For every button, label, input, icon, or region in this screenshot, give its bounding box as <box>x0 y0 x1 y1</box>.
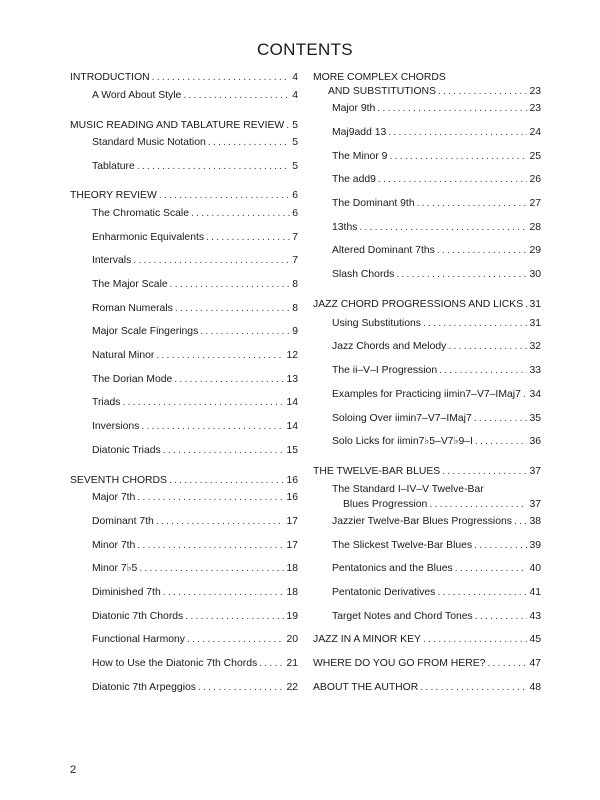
entry-page-number: 18 <box>286 587 298 598</box>
entry-title: Triads <box>92 397 121 408</box>
entry-page-number: 5 <box>292 120 298 131</box>
dot-leader <box>139 562 284 575</box>
entry-page-number: 4 <box>292 72 298 83</box>
entry-page-number: 21 <box>286 658 298 669</box>
entry-title: Using Substitutions <box>332 318 421 329</box>
toc-entry[interactable] <box>332 244 541 257</box>
entry-page-number: 27 <box>529 198 541 209</box>
toc-entry[interactable] <box>92 539 298 552</box>
entry-page-number: 6 <box>292 208 298 219</box>
entry-title: Examples for Practicing iimin7–V7–IMaj7 <box>332 389 521 400</box>
page-title: CONTENTS <box>257 40 353 59</box>
dot-leader <box>423 633 527 646</box>
toc-entry[interactable] <box>313 298 541 311</box>
entry-title: MORE COMPLEX CHORDS <box>313 72 446 83</box>
entry-title: Roman Numerals <box>92 303 173 314</box>
toc-entry[interactable] <box>313 465 541 478</box>
dot-leader <box>183 89 290 102</box>
dot-leader <box>423 317 527 330</box>
toc-entry[interactable] <box>92 89 298 102</box>
dot-leader <box>163 586 285 599</box>
toc-entry[interactable] <box>92 657 298 670</box>
dot-leader <box>191 207 290 220</box>
entry-title: The Minor 9 <box>332 151 388 162</box>
toc-entry[interactable] <box>313 681 541 694</box>
toc-entry[interactable] <box>332 221 541 234</box>
dot-leader <box>442 465 527 478</box>
entry-title: Intervals <box>92 255 132 266</box>
toc-entry[interactable] <box>332 268 541 281</box>
entry-title: JAZZ IN A MINOR KEY <box>313 634 421 645</box>
entry-page-number: 8 <box>292 279 298 290</box>
toc-entry[interactable] <box>332 483 541 496</box>
dot-leader <box>198 681 284 694</box>
page-number: 2 <box>70 764 77 776</box>
dot-leader <box>378 173 528 186</box>
entry-title: SEVENTH CHORDS <box>70 475 167 486</box>
entry-page-number: 48 <box>529 682 541 693</box>
dot-leader <box>420 681 527 694</box>
toc-entry[interactable] <box>313 71 541 84</box>
toc-entry[interactable] <box>92 136 298 149</box>
entry-page-number: 7 <box>292 232 298 243</box>
entry-page-number: 15 <box>286 445 298 456</box>
entry-page-number: 30 <box>529 269 541 280</box>
entry-title: THEORY REVIEW <box>70 190 157 201</box>
entry-page-number: 14 <box>286 397 298 408</box>
entry-title: Target Notes and Chord Tones <box>332 611 473 622</box>
entry-page-number: 25 <box>529 151 541 162</box>
entry-page-number: 35 <box>529 413 541 424</box>
entry-title: The Dominant 9th <box>332 198 415 209</box>
toc-entry[interactable] <box>70 71 298 84</box>
dot-leader <box>474 412 528 425</box>
entry-title: ABOUT THE AUTHOR <box>313 682 419 693</box>
entry-title: Diatonic Triads <box>92 445 161 456</box>
entry-title: Dominant 7th <box>92 516 154 527</box>
dot-leader <box>163 444 285 457</box>
dot-leader <box>170 278 291 291</box>
entry-page-number: 29 <box>529 245 541 256</box>
toc-entry[interactable] <box>332 197 541 210</box>
entry-title: Pentatonic Derivatives <box>332 587 436 598</box>
entry-page-number: 37 <box>529 466 541 477</box>
entry-title: WHERE DO YOU GO FROM HERE? <box>313 658 486 669</box>
toc-entry[interactable] <box>332 539 541 552</box>
toc-entry[interactable] <box>92 562 298 575</box>
toc-entry[interactable] <box>92 586 298 599</box>
entry-title: The Major Scale <box>92 279 168 290</box>
toc-entry[interactable] <box>332 610 541 623</box>
entry-title: Maj9add 13 <box>332 127 387 138</box>
dot-leader <box>487 657 527 670</box>
entry-title: Tablature <box>92 161 135 172</box>
dot-leader <box>455 562 528 575</box>
entry-title: The Chromatic Scale <box>92 208 190 219</box>
toc-entry[interactable] <box>92 420 298 433</box>
entry-page-number: 18 <box>286 563 298 574</box>
toc-entry[interactable] <box>313 657 541 670</box>
entry-page-number: 24 <box>529 127 541 138</box>
toc-entry[interactable] <box>332 102 541 115</box>
entry-title: Standard Music Notation <box>92 137 206 148</box>
entry-page-number: 16 <box>286 492 298 503</box>
toc-entry[interactable] <box>92 207 298 220</box>
dot-leader <box>396 268 527 281</box>
toc-entry[interactable] <box>92 254 298 267</box>
entry-title: Diminished 7th <box>92 587 161 598</box>
entry-page-number: 5 <box>292 161 298 172</box>
entry-page-number: 14 <box>286 421 298 432</box>
toc-entry[interactable] <box>332 317 541 330</box>
dot-leader <box>259 657 284 670</box>
toc-entry[interactable] <box>92 325 298 338</box>
dot-leader <box>389 150 527 163</box>
toc-entry[interactable] <box>92 681 298 694</box>
dot-leader <box>437 586 527 599</box>
toc-entry[interactable] <box>92 491 298 504</box>
entry-page-number: 19 <box>286 611 298 622</box>
entry-page-number: 34 <box>529 389 541 400</box>
entry-title: The Standard I–IV–V Twelve-Bar <box>332 484 484 495</box>
dot-leader <box>475 435 528 448</box>
entry-title: JAZZ CHORD PROGRESSIONS AND LICKS <box>313 299 524 310</box>
dot-leader <box>141 420 284 433</box>
entry-title: Slash Chords <box>332 269 395 280</box>
dot-leader <box>514 515 527 528</box>
entry-page-number: 39 <box>529 540 541 551</box>
dot-leader <box>137 491 284 504</box>
dot-leader <box>439 364 527 377</box>
toc-entry[interactable] <box>92 302 298 315</box>
dot-leader <box>206 231 290 244</box>
entry-title: Pentatonics and the Blues <box>332 563 453 574</box>
dot-leader <box>429 498 527 511</box>
entry-title: How to Use the Diatonic 7th Chords <box>92 658 258 669</box>
entry-page-number: 45 <box>529 634 541 645</box>
entry-page-number: 8 <box>292 303 298 314</box>
toc-entry[interactable] <box>332 435 541 448</box>
dot-leader <box>152 71 291 84</box>
entry-page-number: 31 <box>529 318 541 329</box>
toc-entry[interactable] <box>332 150 541 163</box>
entry-page-number: 32 <box>529 341 541 352</box>
dot-leader <box>174 373 284 386</box>
entry-title: Diatonic 7th Chords <box>92 611 184 622</box>
entry-title: MUSIC READING AND TABLATURE REVIEW <box>70 120 285 131</box>
toc-entry[interactable] <box>332 412 541 425</box>
entry-page-number: 13 <box>286 374 298 385</box>
dot-leader <box>169 474 284 487</box>
toc-entry[interactable] <box>70 474 298 487</box>
toc-entry[interactable] <box>332 586 541 599</box>
entry-page-number: 28 <box>529 222 541 233</box>
entry-title: The Slickest Twelve-Bar Blues <box>332 540 473 551</box>
entry-title: AND SUBSTITUTIONS <box>328 86 436 97</box>
entry-page-number: 40 <box>529 563 541 574</box>
toc-entry[interactable] <box>92 373 298 386</box>
entry-title: Inversions <box>92 421 140 432</box>
entry-page-number: 36 <box>529 436 541 447</box>
dot-leader <box>208 136 290 149</box>
dot-leader <box>474 539 527 552</box>
dot-leader <box>200 325 290 338</box>
toc-entry[interactable] <box>332 126 541 139</box>
entry-page-number: 22 <box>286 682 298 693</box>
dot-leader <box>388 126 527 139</box>
toc-entry[interactable] <box>332 515 541 528</box>
entry-page-number: 38 <box>529 516 541 527</box>
entry-title: THE TWELVE-BAR BLUES <box>313 466 441 477</box>
toc-entry[interactable] <box>92 160 298 173</box>
entry-title: Jazz Chords and Melody <box>332 341 447 352</box>
toc-entry[interactable] <box>332 340 541 353</box>
entry-page-number: 17 <box>286 516 298 527</box>
entry-title: Jazzier Twelve-Bar Blues Progressions <box>332 516 512 527</box>
entry-title: Major 7th <box>92 492 136 503</box>
dot-leader <box>187 633 284 646</box>
toc-entry[interactable] <box>343 498 541 511</box>
entry-title: Major Scale Fingerings <box>92 326 199 337</box>
entry-title: Minor 7th <box>92 540 136 551</box>
toc-entry[interactable] <box>92 444 298 457</box>
entry-title: Altered Dominant 7ths <box>332 245 435 256</box>
dot-leader <box>137 539 284 552</box>
dot-leader <box>137 160 290 173</box>
entry-page-number: 20 <box>286 634 298 645</box>
dot-leader <box>377 102 527 115</box>
entry-page-number: 4 <box>292 90 298 101</box>
toc-entry[interactable] <box>70 119 298 132</box>
entry-title: Diatonic 7th Arpeggios <box>92 682 196 693</box>
entry-title: INTRODUCTION <box>70 72 150 83</box>
entry-page-number: 41 <box>529 587 541 598</box>
toc-entry[interactable] <box>92 515 298 528</box>
toc-entry[interactable] <box>92 610 298 623</box>
entry-page-number: 7 <box>292 255 298 266</box>
entry-page-number: 33 <box>529 365 541 376</box>
entry-page-number: 26 <box>529 174 541 185</box>
entry-title: 13ths <box>332 222 358 233</box>
toc-entry[interactable] <box>332 364 541 377</box>
dot-leader <box>359 221 527 234</box>
entry-page-number: 31 <box>529 299 541 310</box>
entry-title: Solo Licks for iimin7♭5–V7♭9–I <box>332 436 473 447</box>
entry-page-number: 6 <box>292 190 298 201</box>
dot-leader <box>159 189 290 202</box>
entry-title: Major 9th <box>332 103 376 114</box>
entry-page-number: 17 <box>286 540 298 551</box>
toc-entry[interactable] <box>328 85 541 98</box>
entry-title: The Dorian Mode <box>92 374 173 385</box>
entry-page-number: 5 <box>292 137 298 148</box>
entry-page-number: 37 <box>529 499 541 510</box>
dot-leader <box>122 396 284 409</box>
entry-page-number: 47 <box>529 658 541 669</box>
entry-title: Enharmonic Equivalents <box>92 232 205 243</box>
toc-entry[interactable] <box>332 388 541 401</box>
dot-leader <box>133 254 290 267</box>
dot-leader <box>475 610 528 623</box>
entry-title: The add9 <box>332 174 376 185</box>
entry-page-number: 43 <box>529 611 541 622</box>
dot-leader <box>185 610 284 623</box>
dot-leader <box>156 515 285 528</box>
toc-entry[interactable] <box>332 562 541 575</box>
dot-leader <box>175 302 290 315</box>
entry-title: The ii–V–I Progression <box>332 365 438 376</box>
toc-entry[interactable] <box>92 633 298 646</box>
entry-title: A Word About Style <box>92 90 182 101</box>
entry-title: Blues Progression <box>343 499 428 510</box>
dot-leader <box>156 349 284 362</box>
toc-entry[interactable] <box>70 189 298 202</box>
entry-page-number: 12 <box>286 350 298 361</box>
dot-leader <box>448 340 527 353</box>
entry-title: Functional Harmony <box>92 634 185 645</box>
entry-page-number: 23 <box>529 103 541 114</box>
toc-entry[interactable] <box>313 633 541 646</box>
toc-entry[interactable] <box>92 396 298 409</box>
toc-entry[interactable] <box>92 278 298 291</box>
entry-page-number: 23 <box>529 86 541 97</box>
entry-title: Minor 7♭5 <box>92 563 138 574</box>
toc-entry[interactable] <box>92 349 298 362</box>
dot-leader <box>438 85 527 98</box>
entry-page-number: 9 <box>292 326 298 337</box>
entry-page-number: 16 <box>286 475 298 486</box>
dot-leader <box>437 244 528 257</box>
toc-entry[interactable] <box>332 173 541 186</box>
entry-title: Soloing Over iimin7–V7–IMaj7 <box>332 413 472 424</box>
toc-entry[interactable] <box>92 231 298 244</box>
dot-leader <box>417 197 528 210</box>
entry-title: Natural Minor <box>92 350 155 361</box>
